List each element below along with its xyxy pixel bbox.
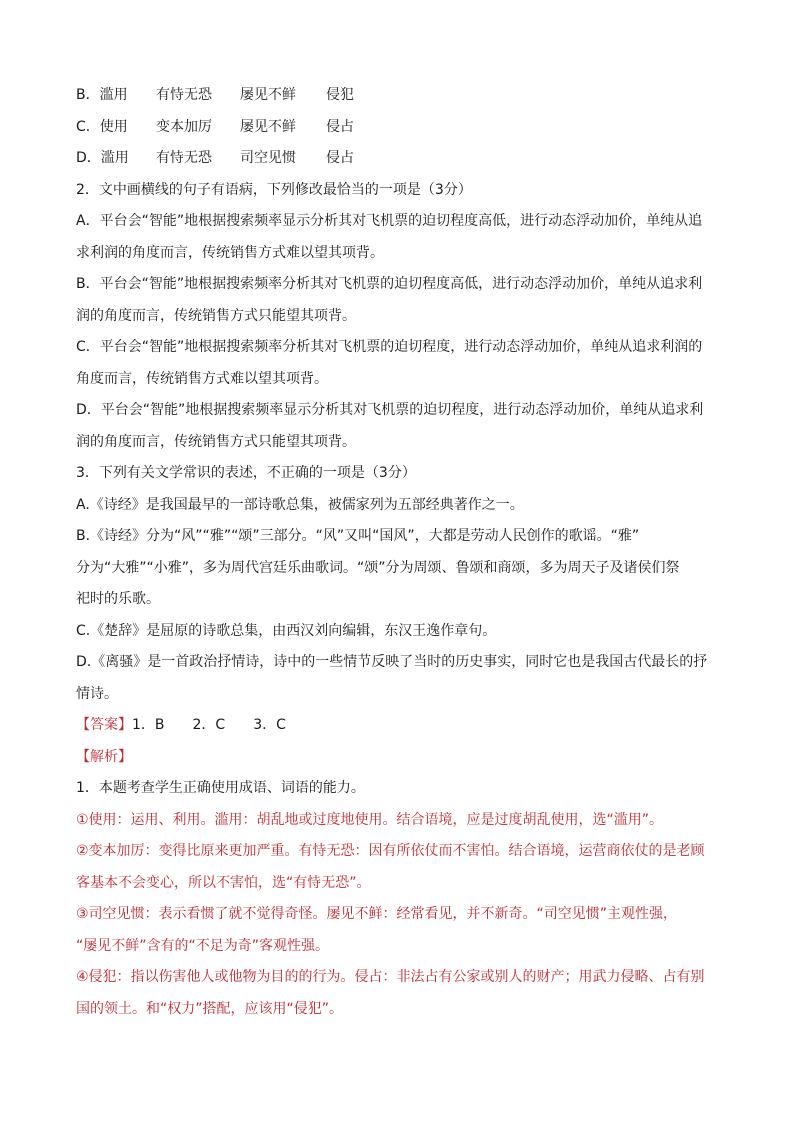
- analysis-item-1: ①使用：运用、利用。滥用：胡乱地或过度地使用。结合语境，应是过度胡乱使用，选“滥用”。: [76, 811, 664, 828]
- analysis-item-3-line2: “屡见不鲜”含有的“不足为奇”客观性强。: [76, 937, 330, 954]
- analysis-item-4-line1: ④侵犯：指以伤害他人或他物为目的的行为。侵占：非法占有公家或别人的财产；用武力侵略、占有别: [76, 969, 705, 985]
- option-label: C．使用: [76, 118, 128, 135]
- q3-stem: 3．下列有关文学常识的表述，不正确的一项是（3分）: [76, 465, 416, 481]
- q3-option-b-line1: B.《诗经》分为“风”“雅”“颂”三部分。“风”又叫“国风”，大都是劳动人民创作的歌谣。“雅”: [76, 528, 640, 544]
- q3-option-d-line2: 情诗。: [76, 685, 118, 702]
- option-word: 有恃无恐: [156, 150, 212, 166]
- analysis-heading: [76, 742, 724, 774]
- q2-option-c-line1: C．平台会“智能”地根据搜索频率分析其对飞机票的迫切程度，进行动态浮动加价，单纯从追求利润的: [76, 339, 703, 355]
- analysis-intro: 1．本题考查学生正确使用成语、词语的能力。: [76, 780, 365, 796]
- option-word: 屡见不鲜: [240, 87, 296, 103]
- option-label: D．滥用: [76, 150, 129, 166]
- answer-line: [76, 710, 724, 742]
- q3-option-d-line1: D.《离骚》是一首政治抒情诗，诗中的一些情节反映了当时的历史事实，同时它也是我国古代最长的抒: [76, 654, 708, 670]
- option-word: 有恃无恐: [156, 87, 212, 103]
- analysis-item-4-line2: 国的领土。和“权力”搭配，应该用“侵犯”。: [76, 1000, 344, 1017]
- document-content: [76, 80, 724, 1025]
- analysis-item-2-line2: 客基本不会变心，所以不害怕，选“有恃无恐”。: [76, 874, 371, 891]
- q3-option-c: C.《楚辞》是屈原的诗歌总集，由西汉刘向编辑，东汉王逸作章句。: [76, 622, 497, 639]
- q1-option-c: [76, 112, 724, 144]
- q2-option-d-line2: 润的角度而言，传统销售方式只能望其项背。: [76, 433, 356, 450]
- q2-option-a-line2: 求利润的角度而言，传统销售方式难以望其项背。: [76, 244, 384, 261]
- q3-option-a: A.《诗经》是我国最早的一部诗歌总集，被儒家列为五部经典著作之一。: [76, 496, 524, 513]
- q1-option-d: [76, 143, 724, 175]
- q2-option-a-line1: A．平台会“智能”地根据搜索频率显示分析其对飞机票的迫切程度高低，进行动态浮动加价，单纯从追: [76, 213, 703, 229]
- answer-tag: 【答案】: [76, 717, 132, 733]
- q2-option-c-line2: 角度而言，传统销售方式难以望其项背。: [76, 370, 328, 387]
- analysis-item-2-line1: ②变本加厉：变得比原来更加严重。有恃无恐：因有所依仗而不害怕。结合语境，运营商依仗的是老顾: [76, 843, 705, 859]
- q2-option-b-line1: B．平台会“智能”地根据搜索频率分析其对飞机票的迫切程度高低，进行动态浮动加价，单纯从追求利: [76, 276, 703, 292]
- analysis-item-3-line1: ③司空见惯：表示看惯了就不觉得奇怪。屡见不鲜：经常看见，并不新奇。“司空见惯”主观性强，: [76, 906, 678, 922]
- option-word: 司空见惯: [240, 150, 296, 166]
- q1-option-b: [76, 80, 724, 112]
- q2-option-d-line1: D．平台会“智能”地根据搜索频率显示分析其对飞机票的迫切程度，进行动态浮动加价，单纯从追求利: [76, 402, 704, 418]
- option-word: 变本加厉: [156, 118, 212, 135]
- option-word: 侵占: [326, 118, 354, 135]
- option-word: 屡见不鲜: [240, 118, 296, 135]
- q2-stem: 2．文中画横线的句子有语病，下列修改最恰当的一项是（3分）: [76, 181, 472, 198]
- analysis-tag: 【解析】: [76, 748, 132, 765]
- q2-option-b-line2: 润的角度而言，传统销售方式只能望其项背。: [76, 307, 356, 324]
- option-word: 侵占: [326, 150, 354, 166]
- q3-option-b-line3: 祀时的乐歌。: [76, 591, 160, 607]
- q3-option-b-line2: 分为“大雅”“小雅”，多为周代宫廷乐曲歌词。“颂”分为周颂、鲁颂和商颂，多为周天子及诸侯们祭: [76, 559, 680, 576]
- option-word: 侵犯: [326, 87, 354, 103]
- answer-text: 1．B 2．C 3．C: [132, 717, 286, 733]
- option-label: B．滥用: [76, 87, 128, 103]
